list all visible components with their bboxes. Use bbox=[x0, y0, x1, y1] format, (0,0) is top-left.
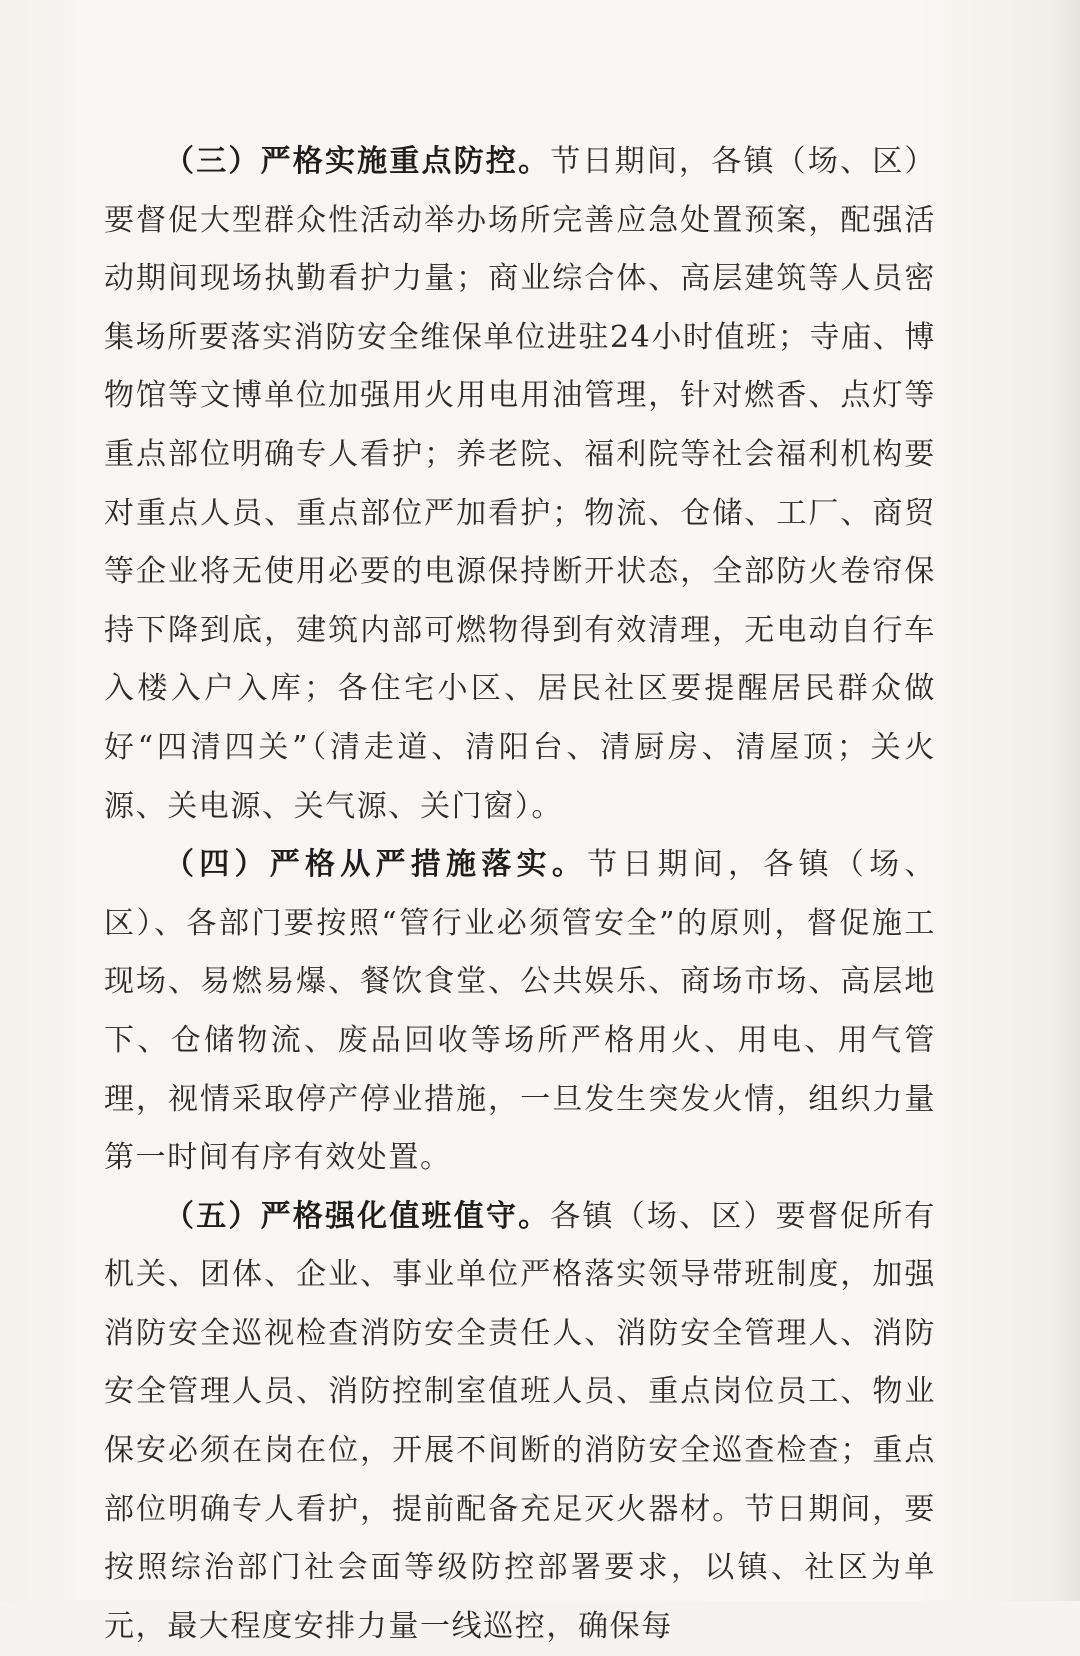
section-body-5: 各镇（场、区）要督促所有机关、团体、企业、事业单位严格落实领导带班制度，加强消防安全巡视检查消防安全责任人、消防安全管理人、消防安全管理人员、消防控制室值班人员、重点岗位员工、物业保安必须在岗在位，开展不间断的消防安全巡查检查；重点部位明确专人看护，提前配备充足灭火器材。节日期间，要按照综治部门社会面等级防控部署要求，以镇、社区为单元，最大程度安排力量一线巡控，确保每 bbox=[104, 1198, 936, 1644]
paragraph-5 bbox=[104, 1188, 936, 1656]
section-body-3: 节日期间，各镇（场、区）要督促大型群众性活动举办场所完善应急处置预案，配强活动期间现场执勤看护力量；商业综合体、高层建筑等人员密集场所要落实消防安全维保单位进驻24小时值班；寺庙、博物馆等文博单位加强用火用电用油管理，针对燃香、点灯等重点部位明确专人看护；养老院、福利院等社会福利机构要对重点人员、重点部位严加看护；物流、仓储、工厂、商贸等企业将无使用必要的电源保持断开状态，全部防火卷帘保持下降到底，建筑内部可燃物得到有效清理，无电动自行车入楼入户入库；各住宅小区、居民社区要提醒居民群众做好“四清四关”（清走道、清阳台、清厨房、清屋顶；关火源、关电源、关气源、关门窗）。 bbox=[104, 144, 936, 824]
section-heading-3: （三）严格实施重点防控。 bbox=[164, 144, 551, 179]
page-edge-shadow bbox=[1052, 0, 1080, 1601]
paragraph-4 bbox=[104, 836, 936, 1188]
section-body-4: 节日期间，各镇（场、区）、各部门要按照“管行业必须管安全”的原则，督促施工现场、易燃易爆、餐饮食堂、公共娱乐、商场市场、高层地下、仓储物流、废品回收等场所严格用火、用电、用气管理，视情采取停产停业措施，一旦发生突发火情，组织力量第一时间有序有效处置。 bbox=[104, 847, 937, 1176]
document-body bbox=[104, 133, 936, 1656]
section-heading-5: （五）严格强化值班值守。 bbox=[164, 1198, 551, 1234]
paragraph-3 bbox=[104, 133, 936, 836]
section-heading-4: （四）严格从严措施落实。 bbox=[164, 847, 588, 883]
